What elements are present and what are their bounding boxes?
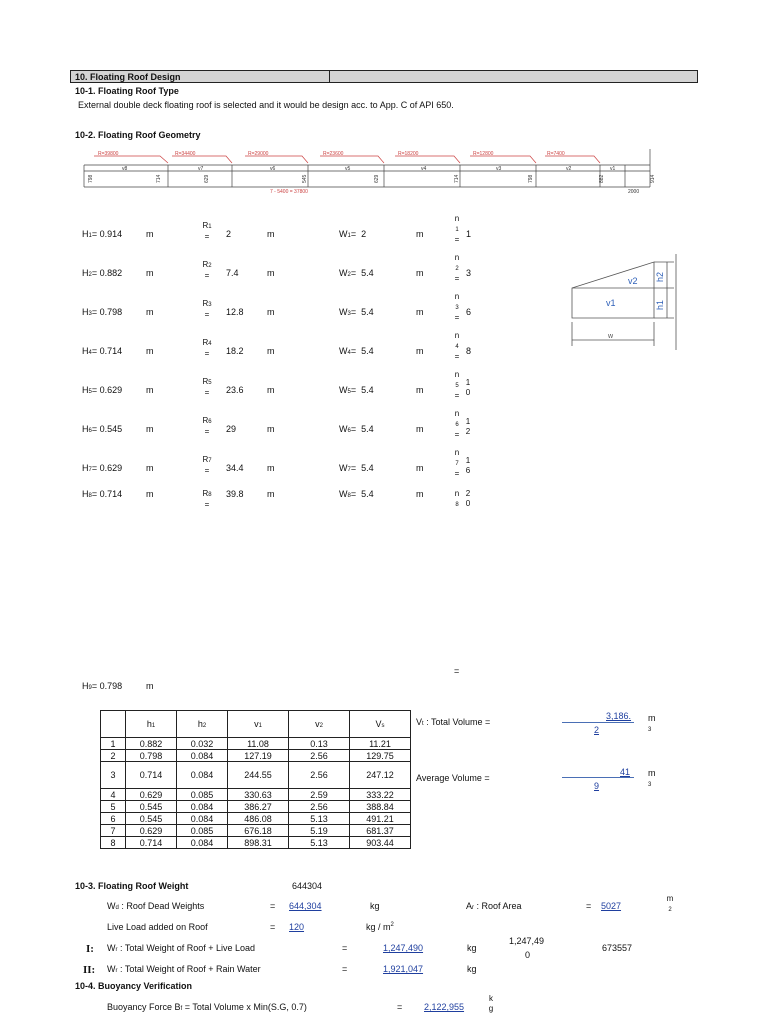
n-label: n 7 = <box>454 448 460 478</box>
radius-label: R=34400 <box>175 151 196 157</box>
roof-weight-title: 10-3. Floating Roof Weight <box>75 881 189 891</box>
n-value: 1 6 <box>465 456 471 475</box>
dead-weight-label: Wd : Roof Dead Weights <box>107 901 205 911</box>
case-i-marker: I: <box>86 943 94 955</box>
r-label: R1 = <box>202 221 212 241</box>
r-label: R2 = <box>202 260 212 280</box>
r-value: 29 <box>226 424 237 434</box>
r-unit: m <box>267 489 275 499</box>
table-row: 3 0.714 0.084 244.55 2.56 247.12 <box>101 762 411 789</box>
roof-weight-top-value: 644304 <box>292 881 323 891</box>
radius-label: R=18200 <box>398 151 419 157</box>
radius-label: R=12800 <box>473 151 494 157</box>
volume-table <box>100 710 411 849</box>
roof-area-unit: m 2 <box>666 894 674 913</box>
w-row: W6= 5.4 <box>339 424 374 434</box>
r-label: R3 = <box>202 299 212 319</box>
buoyancy-force-eq: = <box>397 1002 403 1012</box>
h-row: H4= 0.714 <box>82 346 123 356</box>
section-title: 10. Floating Roof Design <box>75 72 181 82</box>
h-unit: m <box>146 346 154 356</box>
radius-label: R=23600 <box>323 151 344 157</box>
height-label: 914 <box>650 174 656 183</box>
n-value: 8 <box>466 346 472 356</box>
w-row: W8= 5.4 <box>339 489 374 499</box>
radius-label: R=29000 <box>248 151 269 157</box>
table-row: 2 0.798 0.084 127.19 2.56 129.75 <box>101 750 411 762</box>
average-volume-value-cont: 9 <box>594 781 600 791</box>
table-row: 1 0.882 0.032 11.08 0.13 11.21 <box>101 738 411 750</box>
r-label: R4 = <box>202 338 212 358</box>
drawing-bottom-label: 7 - 5400 = 37800 <box>270 189 308 195</box>
r-value: 39.8 <box>226 489 244 499</box>
height-label: 882 <box>599 174 605 183</box>
floating-roof-type-title: 10-1. Floating Roof Type <box>75 86 179 96</box>
total-volume-value-cont: 2 <box>594 725 600 735</box>
r-label: R5 = <box>202 377 212 397</box>
buoyancy-force-value: 2,122,955 <box>424 1002 465 1012</box>
segment-label: v2 <box>566 166 572 172</box>
radius-label: R=7400 <box>547 151 565 157</box>
h9-unit: m <box>146 681 154 691</box>
case-ii-eq: = <box>342 964 348 974</box>
segment-label: v6 <box>270 166 276 172</box>
r-unit: m <box>267 346 275 356</box>
table-header: v1 <box>228 711 289 738</box>
v2-label: v2 <box>628 276 638 286</box>
r-value: 18.2 <box>226 346 244 356</box>
n-label: n 6 = <box>454 409 460 439</box>
w-label: w <box>608 333 614 340</box>
w-unit: m <box>416 346 424 356</box>
r-value: 12.8 <box>226 307 244 317</box>
section-header-bar <box>70 70 698 83</box>
h-row: H5= 0.629 <box>82 385 123 395</box>
dead-weight-eq: = <box>270 901 276 911</box>
table-row: 4 0.629 0.085 330.63 2.59 333.22 <box>101 789 411 801</box>
n-value: 6 <box>466 307 472 317</box>
average-volume-value: 41 <box>620 767 631 777</box>
h-row: H6= 0.545 <box>82 424 123 434</box>
h-row: H8= 0.714 <box>82 489 123 499</box>
table-row: 6 0.545 0.084 486.08 5.13 491.21 <box>101 813 411 825</box>
live-load-label: Live Load added on Roof <box>107 922 208 932</box>
r-unit: m <box>267 229 275 239</box>
r-unit: m <box>267 268 275 278</box>
n-value: 3 <box>466 268 472 278</box>
h-unit: m <box>146 489 154 499</box>
live-load-value: 120 <box>289 922 305 932</box>
v1-label: v1 <box>606 298 616 308</box>
table-header: h1 <box>126 711 177 738</box>
r-unit: m <box>267 463 275 473</box>
case-i-label: Wr : Total Weight of Roof + Live Load <box>107 943 256 953</box>
h-unit: m <box>146 385 154 395</box>
h2-label: h2 <box>655 271 665 282</box>
w-unit: m <box>416 268 424 278</box>
buoyancy-force-label: Buoyancy Force Bf = Total Volume x Min(S.G, 0.7) <box>107 1002 307 1012</box>
r-unit: m <box>267 424 275 434</box>
floating-roof-geometry-title: 10-2. Floating Roof Geometry <box>75 130 201 140</box>
table-row: 7 0.629 0.085 676.18 5.19 681.37 <box>101 825 411 837</box>
r-label: R8 = <box>202 489 212 509</box>
segment-label: v4 <box>421 166 427 172</box>
roof-area-eq: = <box>586 901 592 911</box>
n-value: 1 <box>466 229 472 239</box>
live-load-unit: kg / $m^2$ <box>366 922 394 932</box>
h-row: H3= 0.798 <box>82 307 123 317</box>
case-i-side-value: 1,247,49 <box>509 936 545 946</box>
dead-weight-value: 644,304 <box>289 901 322 911</box>
case-ii-marker: II: <box>83 964 96 976</box>
n-label: n 2 = <box>454 253 460 283</box>
w-unit: m <box>416 229 424 239</box>
h-unit: m <box>146 463 154 473</box>
w-row: W4= 5.4 <box>339 346 374 356</box>
h-unit: m <box>146 229 154 239</box>
average-volume-rule <box>562 777 634 778</box>
h-row: H1= 0.914 <box>82 229 123 239</box>
header-divider <box>329 71 330 82</box>
height-label: 714 <box>454 174 460 183</box>
n-value: 1 0 <box>465 378 471 397</box>
w-unit: m <box>416 463 424 473</box>
segment-label: v7 <box>198 166 204 172</box>
segment-label: v5 <box>345 166 351 172</box>
n-value: 1 2 <box>465 417 471 436</box>
n-value: 2 0 <box>465 489 471 508</box>
case-i-eq: = <box>342 943 348 953</box>
w-unit: m <box>416 489 424 499</box>
segment-label: v8 <box>122 166 128 172</box>
w-row: W1= 2 <box>339 229 367 239</box>
h9-row: H9= 0.798 <box>82 681 123 691</box>
r-value: 34.4 <box>226 463 244 473</box>
table-row: 8 0.714 0.084 898.31 5.13 903.44 <box>101 837 411 849</box>
buoyancy-force-unit: k g <box>488 994 494 1013</box>
height-label: 714 <box>156 174 162 183</box>
case-i-side-total: 673557 <box>602 943 633 953</box>
n-label: n 8 <box>454 489 460 508</box>
r-label: R6 = <box>202 416 212 436</box>
dead-weight-unit: kg <box>370 901 380 911</box>
table-header-index <box>101 711 126 738</box>
w-row: W5= 5.4 <box>339 385 374 395</box>
r-value: 23.6 <box>226 385 244 395</box>
case-ii-value: 1,921,047 <box>383 964 424 974</box>
total-volume-value: 3,186. <box>606 711 632 721</box>
case-i-side-value-cont: 0 <box>525 950 531 960</box>
n-label: n 3 = <box>454 292 460 322</box>
r-unit: m <box>267 385 275 395</box>
n-label: n 5 = <box>454 370 460 400</box>
w-row: W3= 5.4 <box>339 307 374 317</box>
r-value: 7.4 <box>226 268 239 278</box>
n-label: n 4 = <box>454 331 460 361</box>
table-header: h2 <box>177 711 228 738</box>
height-label: 545 <box>302 174 308 183</box>
drawing-end-label: 2000 <box>628 189 640 195</box>
floating-roof-type-text: External double deck floating roof is selected and it would be design acc. to App. C of API 650. <box>78 100 454 110</box>
h-row: H7= 0.629 <box>82 463 123 473</box>
roof-area-label: Ar : Roof Area <box>466 901 522 911</box>
segment-label: v1 <box>610 166 616 172</box>
height-label: 629 <box>374 174 380 183</box>
table-header: v2 <box>289 711 350 738</box>
average-volume-unit: m 3 <box>648 768 656 788</box>
live-load-eq: = <box>270 922 276 932</box>
case-i-value: 1,247,490 <box>383 943 424 953</box>
roof-geometry-drawing <box>80 143 656 195</box>
w-unit: m <box>416 424 424 434</box>
r-unit: m <box>267 307 275 317</box>
w-row: W7= 5.4 <box>339 463 374 473</box>
height-label: 798 <box>88 174 94 183</box>
r-label: R7 = <box>202 455 212 475</box>
total-volume-label: Vt : Total Volume = <box>416 717 491 727</box>
table-header: Vs <box>350 711 411 738</box>
height-label: 629 <box>204 174 210 183</box>
h-unit: m <box>146 307 154 317</box>
height-label: 798 <box>528 174 534 183</box>
total-volume-rule <box>562 722 634 723</box>
w-row: W2= 5.4 <box>339 268 374 278</box>
h-unit: m <box>146 424 154 434</box>
segment-label: v3 <box>496 166 502 172</box>
h-unit: m <box>146 268 154 278</box>
radius-label: R=39800 <box>98 151 119 157</box>
h-row: H2= 0.882 <box>82 268 123 278</box>
n-label: n 1 = <box>454 214 460 244</box>
w-unit: m <box>416 385 424 395</box>
case-i-unit: kg <box>467 943 477 953</box>
w-unit: m <box>416 307 424 317</box>
table-row: 5 0.545 0.084 386.27 2.56 388.84 <box>101 801 411 813</box>
section-diagram <box>566 252 684 352</box>
case-ii-unit: kg <box>467 964 477 974</box>
case-ii-label: Wr : Total Weight of Roof + Rain Water <box>107 964 261 974</box>
lone-equals: = <box>454 666 460 676</box>
average-volume-label: Average Volume = <box>416 773 490 783</box>
roof-area-value: 5027 <box>601 901 622 911</box>
buoyancy-title: 10-4. Buoyancy Verification <box>75 981 193 991</box>
h1-label: h1 <box>655 299 665 310</box>
r-value: 2 <box>226 229 232 239</box>
total-volume-unit: m 3 <box>648 713 656 733</box>
